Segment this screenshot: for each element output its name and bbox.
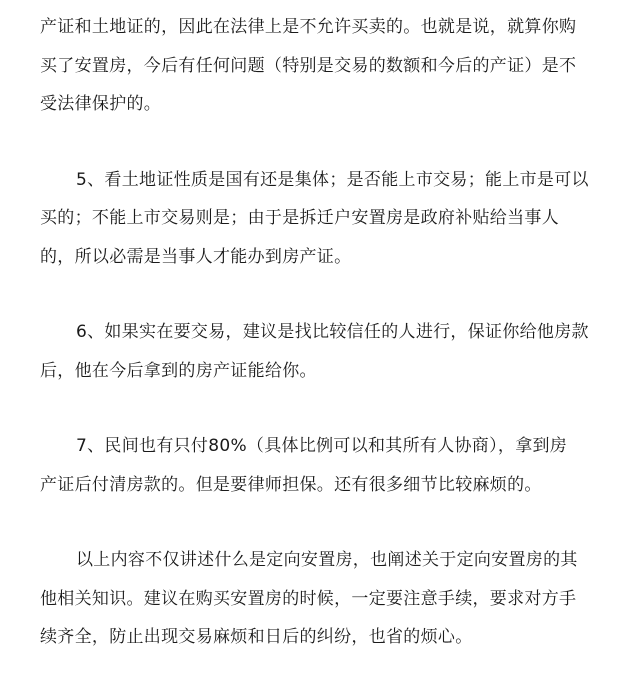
paragraph-conclusion <box>40 541 598 657</box>
text-line: 产证和土地证的，因此在法律上是不允许买卖的。也就是说，就算你购 <box>40 17 577 37</box>
paragraph-spacer <box>40 504 598 541</box>
text-line: 以上内容不仅讲述什么是定向安置房，也阐述关于定向安置房的其 <box>76 550 578 570</box>
text-line: 买的；不能上市交易则是；由于是拆迁户安置房是政府补贴给当事人 <box>40 208 559 228</box>
text-line: 受法律保护的。 <box>40 94 162 114</box>
paragraph-spacer <box>40 276 598 313</box>
article-body <box>40 8 598 657</box>
text-line: 6、如果实在要交易，建议是找比较信任的人进行，保证你给他房款 <box>76 322 589 342</box>
text-line: 产证后付清房款的。但是要律师担保。还有很多细节比较麻烦的。 <box>40 474 542 495</box>
text-line: 7、民间也有只付80%（具体比例可以和其所有人协商），拿到房 <box>76 436 568 456</box>
text-line: 他相关知识。建议在购买安置房的时候，一定要注意手续，要求对方手 <box>40 588 577 609</box>
paragraph-point-6 <box>40 313 598 390</box>
paragraph-legal-protection <box>40 8 598 124</box>
paragraph-spacer <box>40 390 598 427</box>
paragraph-spacer <box>40 124 598 161</box>
paragraph-point-7 <box>40 427 598 504</box>
text-line: 5、看土地证性质是国有还是集体；是否能上市交易；能上市是可以 <box>76 169 589 190</box>
paragraph-point-5 <box>40 161 598 277</box>
text-line: 后，他在今后拿到的房产证能给你。 <box>40 360 317 381</box>
text-line: 买了安置房，今后有任何问题（特别是交易的数额和今后的产证）是不 <box>40 55 577 76</box>
text-line: 续齐全，防止出现交易麻烦和日后的纠纷，也省的烦心。 <box>40 627 473 647</box>
text-line: 的，所以必需是当事人才能办到房产证。 <box>40 246 352 267</box>
